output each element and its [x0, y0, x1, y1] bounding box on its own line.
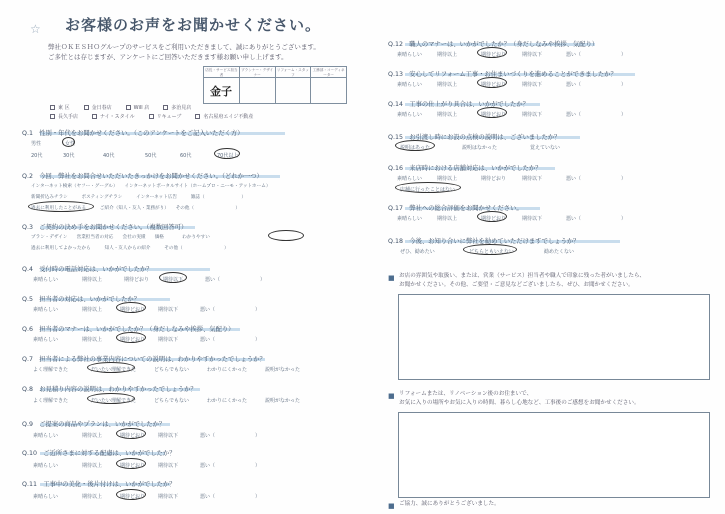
- question-q10: Q.10 ご近所さまに対する配慮は、いかがでしたか？: [22, 450, 176, 457]
- option[interactable]: 悪い（ ）: [566, 176, 627, 182]
- option[interactable]: だいたい理解できた: [91, 398, 137, 404]
- option[interactable]: 説明がなかった: [265, 367, 301, 373]
- question-q13: Q.13 安心してリフォーム工事・お住まいづくりを進めることができましたか？: [388, 71, 617, 78]
- option[interactable]: 勧めたくない: [544, 249, 575, 255]
- option[interactable]: 説明がなかった: [265, 398, 301, 404]
- option[interactable]: 新聞折込みチラシ ポスティングチラシ インターネット広告 雑誌（ ）: [31, 195, 246, 200]
- option[interactable]: 素晴らしい: [33, 337, 59, 343]
- option[interactable]: 期待以下: [522, 112, 543, 118]
- option[interactable]: 期待以下: [158, 337, 179, 343]
- question-q9: Q.9 ご提案の商品やプランは、いかがでしたか？: [22, 421, 166, 428]
- question-q1: Q.1 性別・年代をお聞かせください。（このアンケートをご記入いただく方）: [22, 130, 244, 137]
- staff-cell[interactable]: [204, 78, 240, 104]
- checkbox-icon[interactable]: [149, 114, 154, 119]
- option[interactable]: 期待どおり: [120, 433, 146, 439]
- option[interactable]: どちらでもない: [154, 398, 189, 404]
- selection-circle: [116, 458, 146, 469]
- option[interactable]: 70代以上: [217, 153, 239, 159]
- option[interactable]: 期待以上: [437, 82, 458, 88]
- option[interactable]: 過去に利用してよかったから 知人・友人からの紹介 その他（ ）: [31, 246, 229, 251]
- option[interactable]: わかりにくかった: [207, 398, 248, 404]
- selection-circle: [116, 428, 146, 439]
- intro-line: 弊社ＯＫＥＳＨＯグループのサービスをご利用いただきまして、誠にありがとうございます。: [48, 43, 320, 51]
- bullet-icon: ■: [388, 502, 395, 510]
- option[interactable]: 悪い（ ）: [200, 494, 261, 500]
- question-q12: Q.12 職人のマナーは、いかがでしたか？（身だしなみや挨拶、気配り）: [388, 41, 599, 48]
- option[interactable]: 過去に利用したことがある ご紹介（知人・友人・業務がり） その他（ ）: [31, 206, 241, 211]
- question-q16: Q.16 来店時における店舗対応は、いかがでしたか？: [388, 165, 542, 172]
- option[interactable]: 期待以下: [522, 52, 543, 58]
- option[interactable]: 素晴らしい: [33, 307, 59, 313]
- staff-cell[interactable]: [240, 78, 276, 104]
- question-q17: Q.17 弊社への総合評価をお聞かせください。: [388, 205, 523, 212]
- staff-stamp-table: [203, 66, 347, 104]
- option[interactable]: 男性: [31, 141, 42, 147]
- comment-prompt: リフォームまたは、リノベーション後のお住まいで、 お気に入りの場所やお気に入りの時間、暮らし心地など、工事後のご感想をお聞かせください。: [399, 391, 640, 406]
- option[interactable]: 期待以上: [82, 494, 103, 500]
- option[interactable]: 悪い（ ）: [200, 307, 261, 313]
- selection-circle: [116, 489, 146, 500]
- selection-circle: [463, 244, 517, 255]
- option[interactable]: プラン・デザイン 営業担当者の対応 会社の実績 価格 わかりやすい: [31, 235, 210, 240]
- selection-circle: [116, 332, 146, 343]
- store-option[interactable]: 金日春店: [84, 104, 112, 113]
- store-option[interactable]: ナイ・スタイル: [92, 113, 135, 122]
- store-option[interactable]: 東 区: [50, 104, 70, 113]
- staff-header: 工務部・コーディネーター: [312, 68, 345, 77]
- selection-circle: [268, 230, 304, 241]
- option[interactable]: 期待以下: [522, 216, 543, 222]
- checkbox-icon[interactable]: [126, 105, 131, 110]
- option[interactable]: 期待どおり: [481, 82, 507, 88]
- option[interactable]: 悪い（ ）: [566, 216, 627, 222]
- option[interactable]: 悪い（ ）: [566, 112, 627, 118]
- option[interactable]: 期待以下: [158, 307, 179, 313]
- page-title: お客様のお声をお聞かせください。: [65, 16, 322, 34]
- staff-cell[interactable]: [311, 78, 346, 104]
- selection-circle: [116, 302, 146, 313]
- option[interactable]: 期待どおり: [120, 307, 146, 313]
- intro-line: ご多忙とは存じますが、アンケートにご回答いただきます様お願い申し上げます。: [48, 53, 288, 61]
- option[interactable]: 素晴らしい: [397, 82, 423, 88]
- question-q5: Q.5 担当者の対応は、いかがでしたか？: [22, 296, 141, 303]
- option[interactable]: 期待どおり: [120, 463, 146, 469]
- option[interactable]: 素晴らしい: [33, 277, 59, 283]
- option[interactable]: 期待以上: [437, 52, 458, 58]
- selection-circle: [87, 362, 135, 373]
- option[interactable]: 期待以上: [82, 433, 103, 439]
- selection-circle: [395, 182, 461, 193]
- question-q2: Q.2 今回、弊社をお問合せいただいたきっかけをお聞かせください。（どれか一つ）: [22, 173, 263, 180]
- option[interactable]: 期待以上: [82, 463, 103, 469]
- checkbox-icon[interactable]: [84, 105, 89, 110]
- star-icon: ☆: [30, 22, 41, 36]
- option[interactable]: 悪い（ ）: [200, 463, 261, 469]
- staff-cell[interactable]: [276, 78, 312, 104]
- option[interactable]: わかりにくかった: [207, 367, 248, 373]
- option[interactable]: 悪い（ ）: [200, 337, 261, 343]
- selection-circle: [477, 47, 507, 58]
- option[interactable]: どちらともいえない: [469, 249, 515, 255]
- option[interactable]: だいたい理解できた: [91, 367, 137, 373]
- store-option[interactable]: 多治見店: [163, 104, 191, 113]
- option[interactable]: 店舗に行ったことはない: [400, 187, 456, 193]
- option[interactable]: 説明はあった: [400, 145, 430, 151]
- option[interactable]: 期待どおり: [481, 216, 507, 222]
- staff-header: 店長・サービス担当者: [204, 67, 240, 77]
- option[interactable]: 素晴らしい: [33, 494, 59, 500]
- question-q11: Q.11 工事中の美化・後片付けは、いかがでしたか？: [22, 481, 176, 488]
- selection-circle: [477, 77, 507, 88]
- option[interactable]: 20代: [31, 153, 43, 159]
- handwritten-name: 金子: [210, 85, 232, 98]
- store-option[interactable]: Will 店: [126, 104, 150, 113]
- option[interactable]: 期待以下: [522, 176, 543, 182]
- staff-header: プランナー・デザイナー: [240, 67, 276, 77]
- option[interactable]: 女性: [65, 141, 76, 147]
- option[interactable]: 覚えていない: [530, 145, 561, 151]
- option[interactable]: 素晴らしい: [33, 463, 59, 469]
- question-q14: Q.14 工事の仕上がり具合は、いかがでしたか？: [388, 101, 529, 108]
- question-q18: Q.18 今後、お知り合いに弊社を勧めていただけますでしょうか？: [388, 238, 580, 245]
- selection-circle: [62, 137, 75, 147]
- question-q3: Q.3 ご契約の決め手をお聞かせください。（複数回答可）: [22, 224, 188, 231]
- checkbox-icon[interactable]: [92, 114, 97, 119]
- option[interactable]: 期待以下: [522, 82, 543, 88]
- option[interactable]: 素晴らしい: [397, 176, 423, 182]
- checkbox-icon[interactable]: [195, 114, 200, 119]
- store-option[interactable]: 名古屋府エイジ不動産: [195, 113, 253, 122]
- option[interactable]: 期待どおり: [124, 277, 150, 283]
- option[interactable]: 悪い（ ）: [205, 277, 266, 283]
- option[interactable]: 期待どおり: [120, 494, 146, 500]
- option[interactable]: どちらでもない: [154, 367, 189, 373]
- option[interactable]: 期待以下: [163, 277, 184, 283]
- option[interactable]: 悪い（ ）: [200, 433, 261, 439]
- option[interactable]: 期待どおり: [481, 112, 507, 118]
- option[interactable]: 期待どおり: [481, 52, 507, 58]
- selection-circle: [159, 272, 187, 283]
- selection-circle: [395, 140, 435, 151]
- option[interactable]: 素晴らしい: [397, 216, 423, 222]
- option[interactable]: 悪い（ ）: [566, 52, 627, 58]
- comment-box-1[interactable]: [398, 294, 710, 380]
- question-q15: Q.15 お引渡し時にお設の点検の説明は、ございましたか？: [388, 134, 561, 141]
- staff-header: リフォーム・スタッフ: [276, 67, 312, 77]
- selection-circle: [477, 211, 507, 222]
- question-q4: Q.4 受付時の電話対応は、いかがでしたか？: [22, 266, 153, 273]
- option[interactable]: 期待以上: [82, 277, 103, 283]
- store-option[interactable]: 長久手店: [50, 113, 78, 122]
- option[interactable]: 期待以下: [158, 494, 179, 500]
- checkbox-icon[interactable]: [163, 105, 168, 110]
- store-option[interactable]: リキューブ: [149, 113, 182, 122]
- option[interactable]: インターネット検索（ヤフー・グーグル） インターネットポータルサイト（ホームプロ・ニーモ・アットホーム）: [31, 184, 271, 189]
- option[interactable]: 期待以下: [158, 463, 179, 469]
- option[interactable]: 60代: [180, 153, 192, 159]
- option[interactable]: よく理解できた: [33, 367, 69, 373]
- option[interactable]: 50代: [145, 153, 157, 159]
- thanks-text: ご協力、誠にありがとうございました。: [399, 501, 500, 507]
- option[interactable]: 悪い（ ）: [566, 82, 627, 88]
- option[interactable]: 期待以上: [82, 307, 103, 313]
- option[interactable]: 素晴らしい: [397, 112, 423, 118]
- option[interactable]: ぜひ、勧めたい: [400, 249, 435, 255]
- selection-circle: [214, 148, 240, 159]
- selection-circle: [28, 201, 94, 212]
- checkbox-icon[interactable]: [50, 114, 55, 119]
- question-q8: Q.8 お見積り内容の説明は、わかりやすかったでしょうか？: [22, 386, 197, 393]
- comment-box-2[interactable]: [398, 412, 710, 498]
- option[interactable]: よく理解できた: [33, 398, 69, 404]
- option[interactable]: 40代: [103, 153, 115, 159]
- option[interactable]: 説明はなかった: [462, 145, 498, 151]
- store-checklist: [50, 104, 253, 121]
- option[interactable]: 素晴らしい: [397, 52, 423, 58]
- question-q7: Q.7 担当者による弊社の事業内容についての説明は、わかりやすかったでしょうか？: [22, 356, 266, 363]
- selection-circle: [477, 107, 507, 118]
- checkbox-icon[interactable]: [50, 105, 55, 110]
- intro-text: [48, 42, 320, 62]
- option[interactable]: 期待どおり: [120, 337, 146, 343]
- option[interactable]: 期待以上: [437, 216, 458, 222]
- option[interactable]: 30代: [63, 153, 75, 159]
- option[interactable]: 期待以下: [158, 433, 179, 439]
- comment-prompt: お店の雰囲気や取扱い、または、営業（サービス）担当者や職人で印象に残った者がいましたら、 お聞かせください。その他、ご要望・ご意見などございましたら、ぜひ、お聞かせください。: [399, 273, 646, 288]
- option[interactable]: 期待以上: [437, 176, 458, 182]
- question-q6: Q.6 担当者のマナーは、いかがでしたか？（身だしなみや挨拶、気配り）: [22, 326, 235, 333]
- bullet-icon: ■: [388, 274, 395, 282]
- option[interactable]: 期待以上: [437, 112, 458, 118]
- option[interactable]: 期待以上: [82, 337, 103, 343]
- option[interactable]: 素晴らしい: [33, 433, 59, 439]
- selection-circle: [87, 393, 135, 404]
- bullet-icon: ■: [388, 392, 395, 400]
- option[interactable]: 期待どおり: [481, 176, 507, 182]
